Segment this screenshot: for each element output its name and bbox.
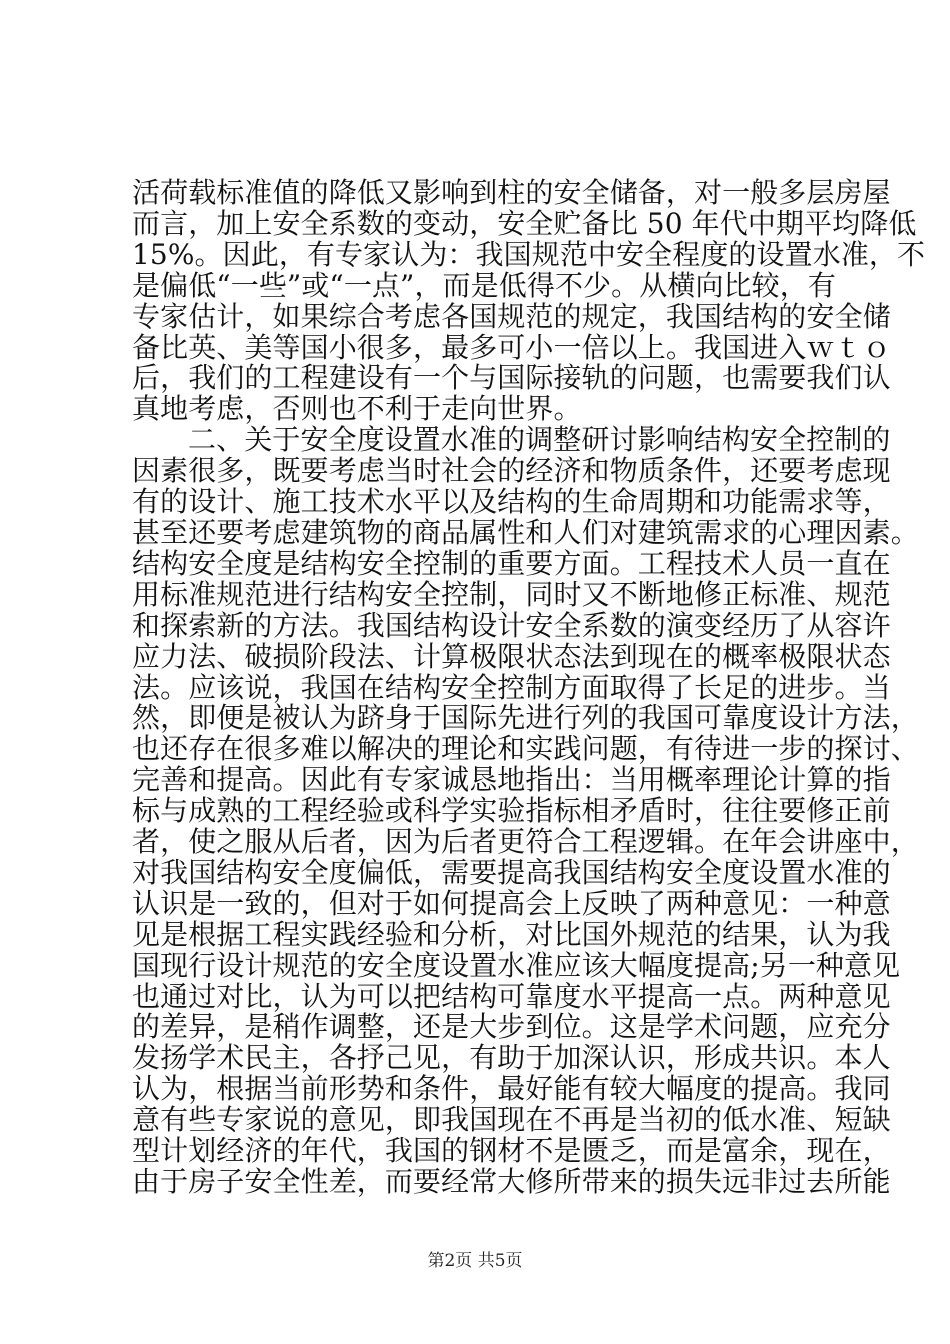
- text-line: 标与成熟的工程经验或科学实验指标相矛盾时，往往要修正前: [132, 794, 891, 827]
- text-line: 完善和提高。因此有专家诚恳地指出：当用概率理论计算的指: [132, 763, 891, 796]
- text-line: 者，使之服从后者，因为后者更符合工程逻辑。在年会讲座中，: [132, 825, 919, 858]
- text-line: 而言，加上安全系数的变动，安全贮备比 50 年代中期平均降低: [132, 207, 917, 240]
- text-line: 对我国结构安全度偏低，需要提高我国结构安全度设置水准的: [132, 856, 891, 889]
- text-line: 结构安全度是结构安全控制的重要方面。工程技术人员一直在: [132, 547, 891, 580]
- text-line: 由于房子安全性差，而要经常大修所带来的损失远非过去所能: [132, 1165, 891, 1198]
- text-line: 15%。因此，有专家认为：我国规范中安全程度的设置水准，不: [132, 238, 926, 271]
- text-line: 认识是一致的，但对于如何提高会上反映了两种意见：一种意: [132, 887, 891, 920]
- text-line: 然，即便是被认为跻身于国际先进行列的我国可靠度设计方法，: [132, 701, 919, 734]
- text-line: 意有些专家说的意见，即我国现在不再是当初的低水准、短缺: [132, 1103, 891, 1136]
- text-line: 有的设计、施工技术水平以及结构的生命周期和功能需求等，: [132, 485, 891, 518]
- text-line: 应力法、破损阶段法、计算极限状态法到现在的概率极限状态: [132, 640, 891, 673]
- text-line: 型计划经济的年代，我国的钢材不是匮乏，而是富余，现在，: [132, 1134, 891, 1167]
- text-line: 用标准规范进行结构安全控制，同时又不断地修正标准、规范: [132, 578, 891, 611]
- text-line: 是偏低“一些”或“一点”，而是低得不少。从横向比较，有: [132, 269, 836, 302]
- page-footer: 第2页 共5页: [427, 1251, 523, 1271]
- text-line: 后，我们的工程建设有一个与国际接轨的问题，也需要我们认: [132, 361, 891, 394]
- text-line: 法。应该说，我国在结构安全控制方面取得了长足的进步。当: [132, 671, 891, 704]
- text-line: 真地考虑，否则也不利于走向世界。: [132, 392, 582, 425]
- paragraph-start-line: 二、关于安全度设置水准的调整研讨影响结构安全控制的: [188, 423, 891, 456]
- text-line: 也通过对比，认为可以把结构可靠度水平提高一点。两种意见: [132, 980, 891, 1013]
- text-line: 活荷载标准值的降低又影响到柱的安全储备，对一般多层房屋: [132, 176, 891, 209]
- text-line: 见是根据工程实践经验和分析，对比国外规范的结果，认为我: [132, 918, 891, 951]
- text-line: 的差异，是稍作调整，还是大步到位。这是学术问题，应充分: [132, 1010, 891, 1043]
- text-line: 和探索新的方法。我国结构设计安全系数的演变经历了从容许: [132, 609, 891, 642]
- text-line: 发扬学术民主，各抒己见，有助于加深认识，形成共识。本人: [132, 1041, 891, 1074]
- text-line: 专家估计，如果综合考虑各国规范的规定，我国结构的安全储: [132, 300, 891, 333]
- text-line: 也还存在很多难以解决的理论和实践问题，有待进一步的探讨、: [132, 732, 919, 765]
- text-line: 备比英、美等国小很多，最多可小一倍以上。我国进入ｗｔｏ: [132, 331, 891, 364]
- text-line: 因素很多，既要考虑当时社会的经济和物质条件，还要考虑现: [132, 454, 891, 487]
- text-line: 认为，根据当前形势和条件，最好能有较大幅度的提高。我同: [132, 1072, 891, 1105]
- text-line: 国现行设计规范的安全度设置水准应该大幅度提高;另一种意见: [132, 949, 901, 982]
- text-line: 甚至还要考虑建筑物的商品属性和人们对建筑需求的心理因素。: [132, 516, 919, 549]
